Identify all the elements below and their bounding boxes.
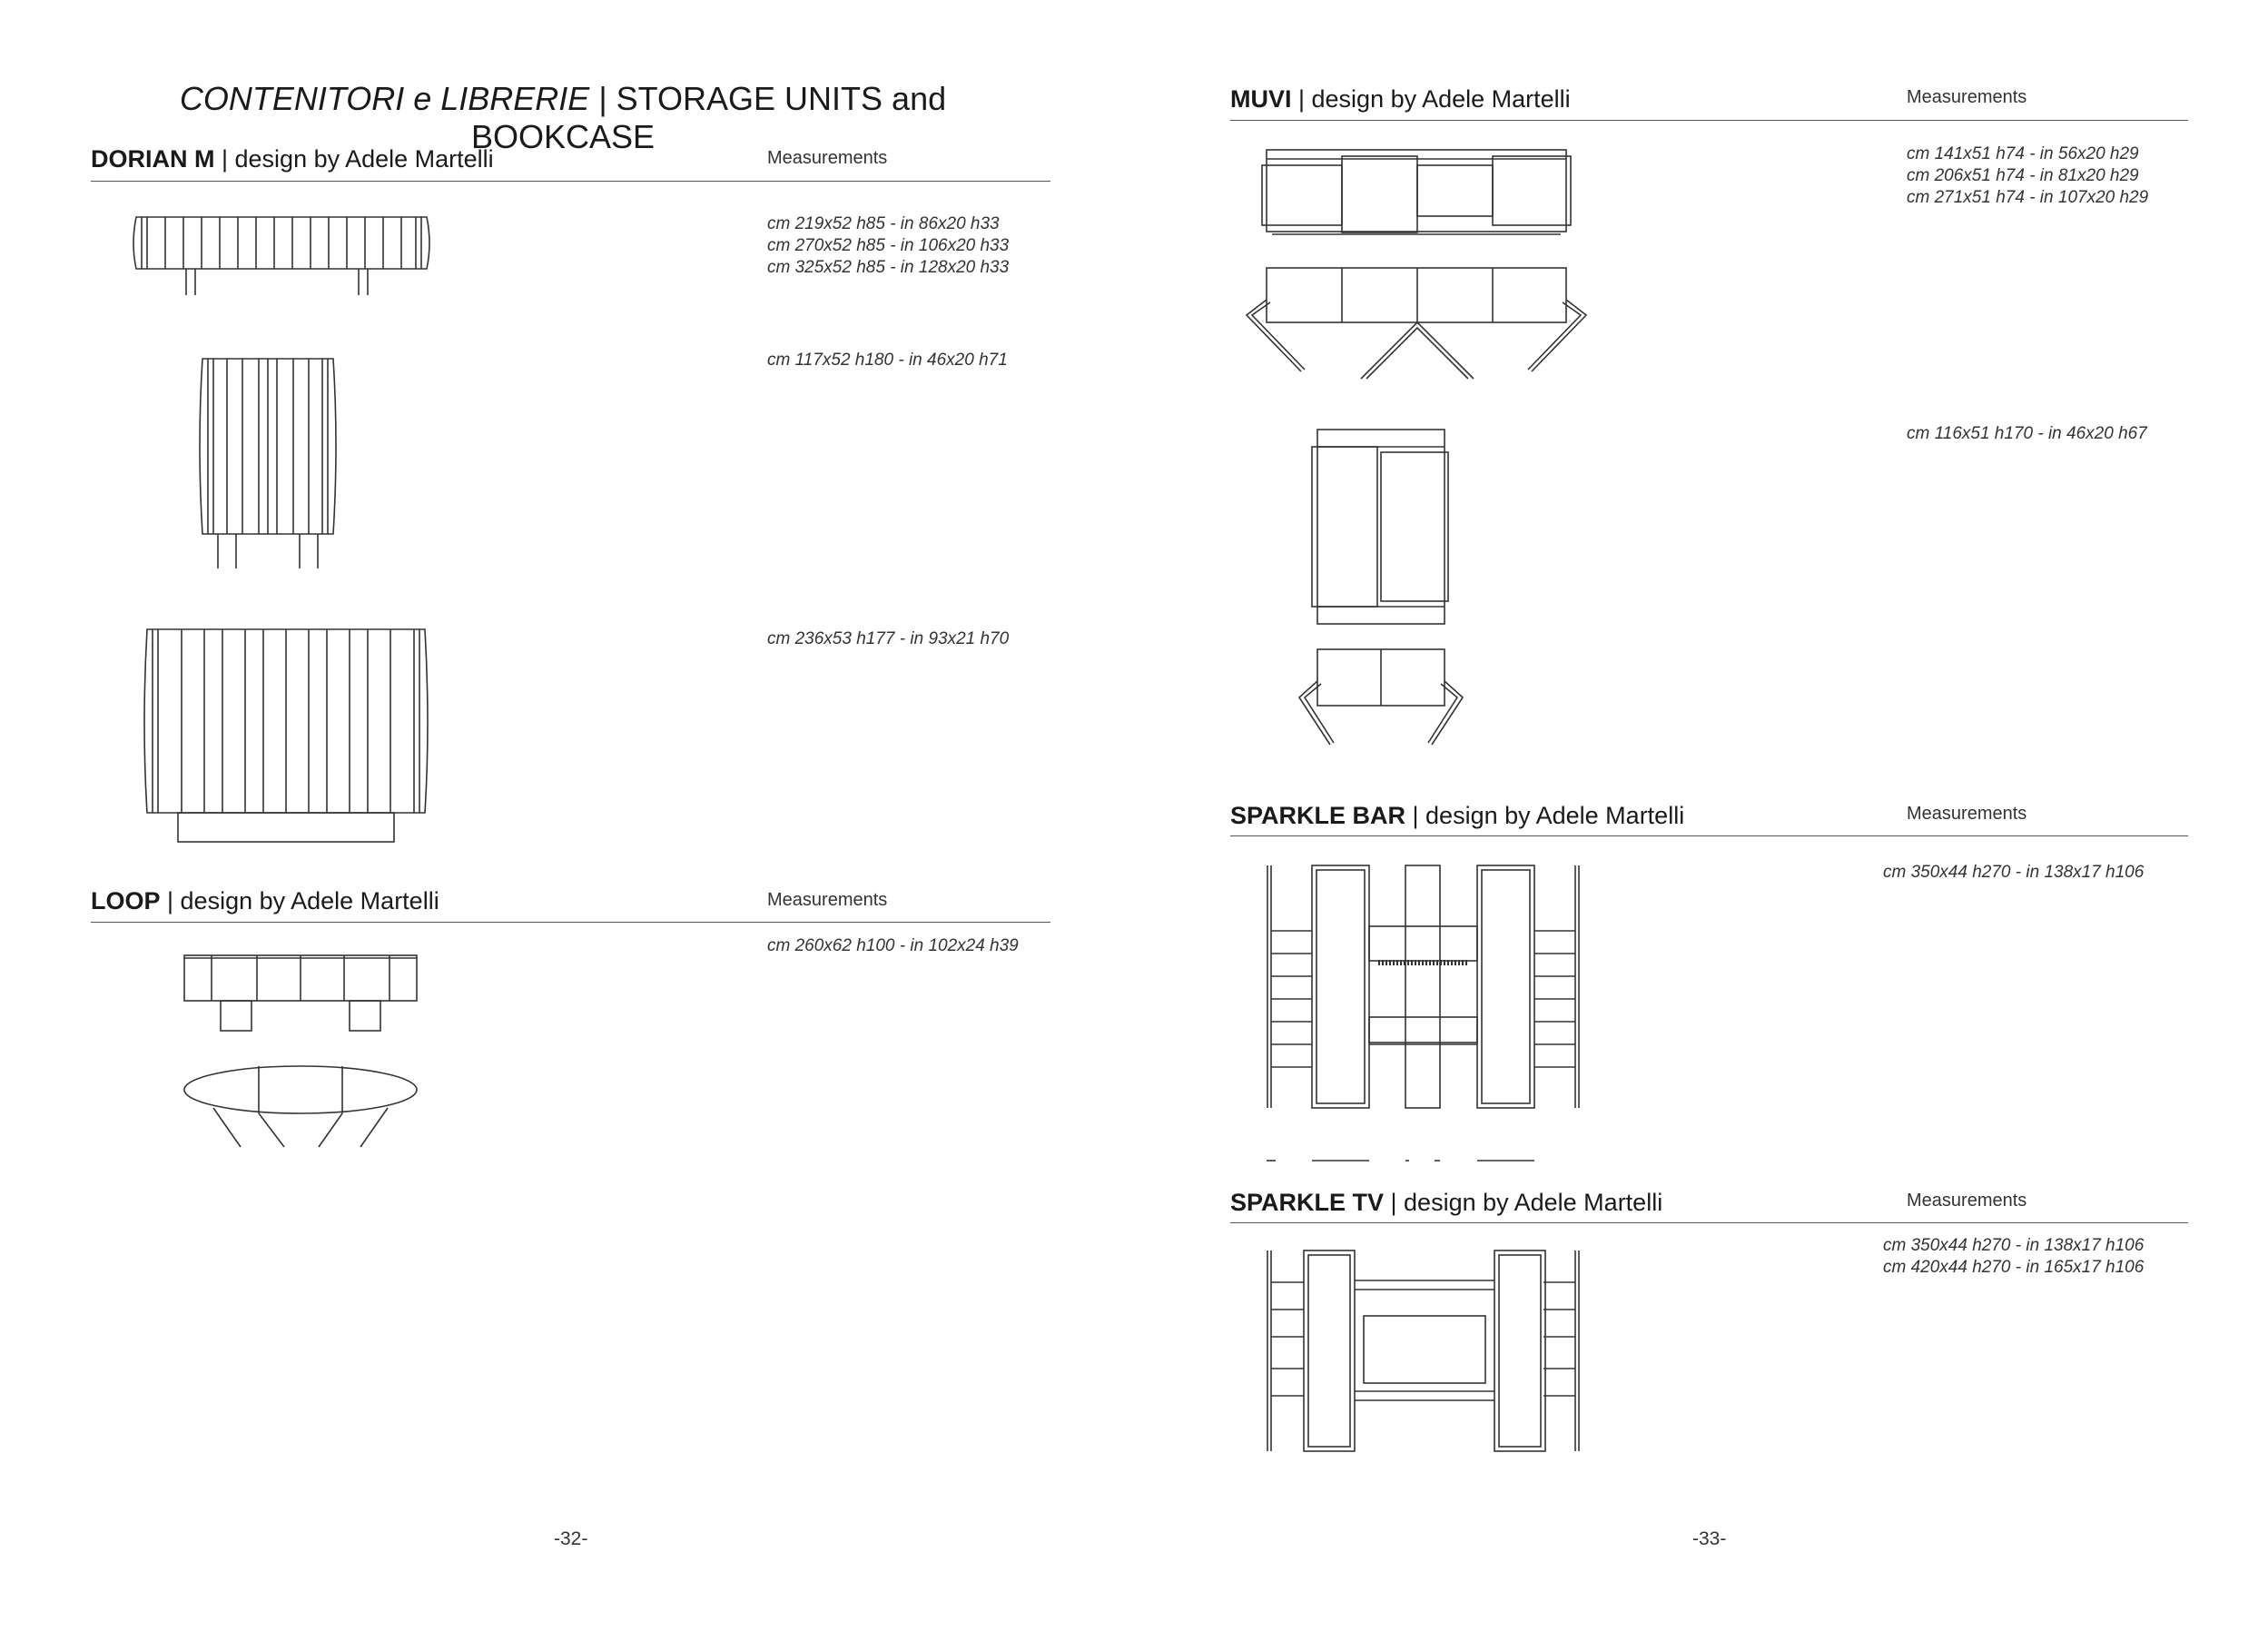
section-title-dorian <box>91 145 494 173</box>
measurements-label-muvi: Measurements <box>1907 87 2027 107</box>
sparkle-bar-drawing <box>1262 863 1589 1162</box>
page-number-left: -32- <box>554 1528 588 1549</box>
dims-sparkle-tv <box>1883 1235 2144 1279</box>
page-title-italic: CONTENITORI e LIBRERIE <box>179 80 590 117</box>
designer-sparkle-tv: | design by Adele Martelli <box>1384 1189 1663 1216</box>
dim-line: cm 116x51 h170 - in 46x20 h67 <box>1907 424 2147 443</box>
section-divider <box>1230 120 2188 121</box>
dims-sparkle-bar <box>1883 862 2144 884</box>
dim-line: cm 420x44 h270 - in 165x17 h106 <box>1883 1258 2145 1277</box>
dim-line: cm 325x52 h85 - in 128x20 h33 <box>767 258 1010 277</box>
section-divider <box>91 922 1050 923</box>
section-title-muvi <box>1230 85 1571 114</box>
dim-line: cm 117x52 h180 - in 46x20 h71 <box>767 351 1008 370</box>
section-divider <box>1230 1222 2188 1223</box>
dims-dorian-wide <box>767 628 1009 650</box>
designer-muvi: | design by Adele Martelli <box>1291 85 1571 113</box>
dim-line: cm 141x51 h74 - in 56x20 h29 <box>1907 144 2139 163</box>
dims-dorian-tall <box>767 350 1008 371</box>
sparkle-tv-drawing <box>1262 1246 1589 1459</box>
dim-line: cm 260x62 h100 - in 102x24 h39 <box>767 936 1019 955</box>
page-title-rest: | STORAGE UNITS and BOOKCASE <box>470 80 947 155</box>
designer-dorian: | design by Adele Martelli <box>214 145 494 173</box>
section-title-sparkle-bar <box>1230 802 1684 830</box>
dim-line: cm 206x51 h74 - in 81x20 h29 <box>1907 166 2139 185</box>
dims-muvi-tall <box>1907 423 2147 445</box>
section-divider <box>1230 835 2188 836</box>
loop-drawing <box>177 949 431 1167</box>
dorian-sideboard-drawing <box>127 209 436 300</box>
page-number-right: -33- <box>1692 1528 1727 1549</box>
dorian-wide-drawing <box>136 625 436 852</box>
dims-muvi-low <box>1907 143 2148 209</box>
section-title-sparkle-tv <box>1230 1189 1662 1217</box>
product-name-sparkle-bar: SPARKLE BAR <box>1230 802 1406 829</box>
designer-sparkle-bar: | design by Adele Martelli <box>1405 802 1685 829</box>
dim-line: cm 270x52 h85 - in 106x20 h33 <box>767 236 1010 255</box>
dim-line: cm 350x44 h270 - in 138x17 h106 <box>1883 1236 2145 1255</box>
muvi-tall-drawing <box>1294 427 1484 749</box>
muvi-low-drawing <box>1239 141 1598 386</box>
measurements-label-sparkle-tv: Measurements <box>1907 1191 2027 1211</box>
designer-loop: | design by Adele Martelli <box>160 887 439 914</box>
product-name-sparkle-tv: SPARKLE TV <box>1230 1189 1385 1216</box>
dim-line: cm 350x44 h270 - in 138x17 h106 <box>1883 863 2145 882</box>
section-title-loop <box>91 887 439 915</box>
product-name-dorian: DORIAN M <box>91 145 215 173</box>
measurements-label-sparkle-bar: Measurements <box>1907 804 2027 824</box>
measurements-label-dorian: Measurements <box>767 148 888 168</box>
section-divider <box>91 181 1050 182</box>
product-name-loop: LOOP <box>91 887 161 914</box>
dim-line: cm 271x51 h74 - in 107x20 h29 <box>1907 188 2149 207</box>
dorian-tall-drawing <box>191 354 345 572</box>
product-name-muvi: MUVI <box>1230 85 1292 113</box>
dims-loop <box>767 935 1019 957</box>
dim-line: cm 236x53 h177 - in 93x21 h70 <box>767 629 1010 648</box>
dim-line: cm 219x52 h85 - in 86x20 h33 <box>767 214 1000 233</box>
measurements-label-loop: Measurements <box>767 890 888 910</box>
dims-dorian-sideboard <box>767 213 1009 279</box>
